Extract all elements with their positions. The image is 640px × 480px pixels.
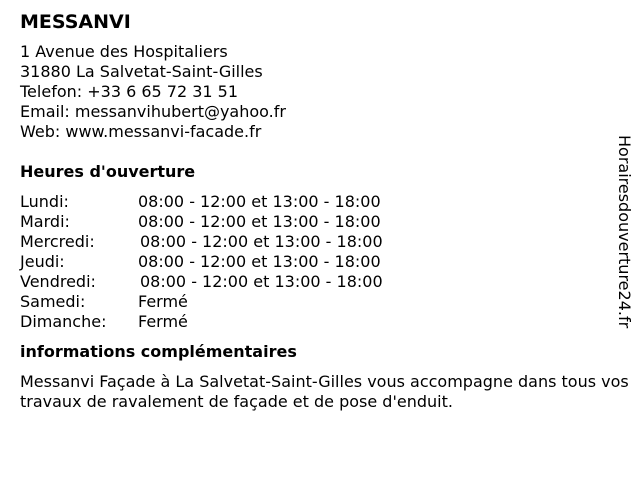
hours-row-sunday xyxy=(20,312,620,332)
extra-info-text: Messanvi Façade à La Salvetat-Saint-Gilles vous accompagne dans tous vos travaux de ravalement de façade et de pose d'enduit. xyxy=(20,372,629,411)
hours-day: Lundi: xyxy=(20,192,69,211)
hours-day: Mercredi: xyxy=(20,232,95,251)
hours-time: 08:00 - 12:00 et 13:00 - 18:00 xyxy=(140,232,383,251)
hours-time: 08:00 - 12:00 et 13:00 - 18:00 xyxy=(138,252,381,271)
hours-day: Samedi: xyxy=(20,292,86,311)
hours-table xyxy=(20,192,620,332)
hours-time: 08:00 - 12:00 et 13:00 - 18:00 xyxy=(138,192,381,211)
hours-time: Fermé xyxy=(138,292,188,311)
web-line[interactable]: Web: www.messanvi-facade.fr xyxy=(20,122,262,141)
hours-row-friday xyxy=(20,272,620,292)
hours-time: Fermé xyxy=(138,312,188,331)
hours-day: Vendredi: xyxy=(20,272,96,291)
hours-row-saturday xyxy=(20,292,620,312)
hours-row-tuesday xyxy=(20,212,620,232)
hours-row-thursday xyxy=(20,252,620,272)
watermark-label: Horairesdouverture24.fr xyxy=(615,135,634,329)
extra-info-heading: informations complémentaires xyxy=(20,342,297,361)
hours-row-wednesday xyxy=(20,232,620,252)
address-line-1: 1 Avenue des Hospitaliers xyxy=(20,42,228,61)
hours-row-monday xyxy=(20,192,620,212)
hours-time: 08:00 - 12:00 et 13:00 - 18:00 xyxy=(138,212,381,231)
hours-time: 08:00 - 12:00 et 13:00 - 18:00 xyxy=(140,272,383,291)
business-name: MESSANVI xyxy=(20,11,131,33)
hours-heading: Heures d'ouverture xyxy=(20,162,196,181)
email-line[interactable]: Email: messanvihubert@yahoo.fr xyxy=(20,102,286,121)
phone-line[interactable]: Telefon: +33 6 65 72 31 51 xyxy=(20,82,239,101)
hours-day: Dimanche: xyxy=(20,312,107,331)
hours-day: Mardi: xyxy=(20,212,70,231)
hours-day: Jeudi: xyxy=(20,252,65,271)
address-line-2: 31880 La Salvetat-Saint-Gilles xyxy=(20,62,263,81)
